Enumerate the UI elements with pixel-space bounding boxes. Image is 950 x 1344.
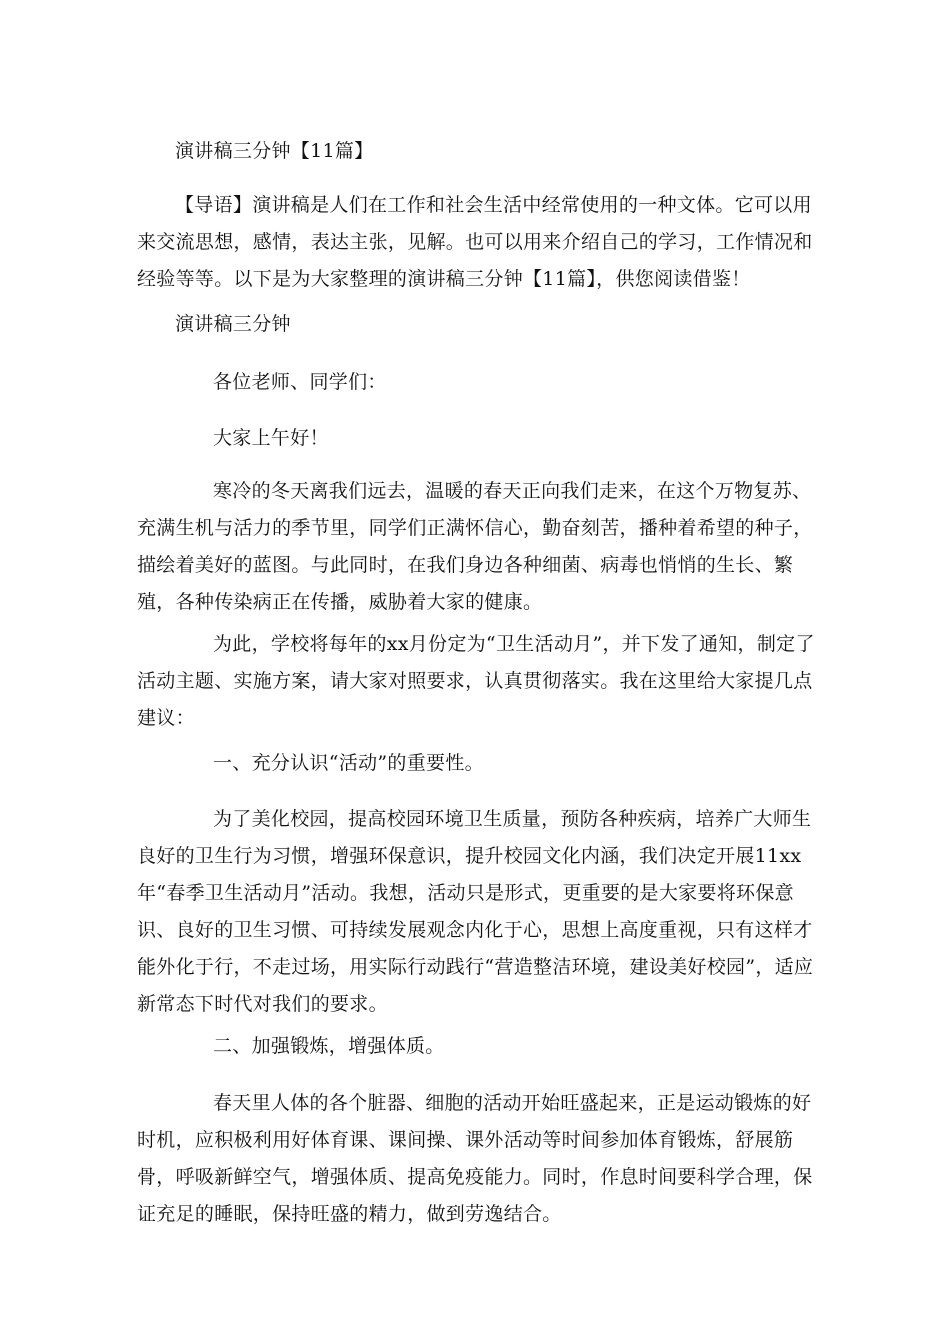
greeting-line: 大家上午好！: [213, 427, 329, 449]
intro-paragraph: 【导语】演讲稿是人们在工作和社会生活中经常使用的一种文体。它可以用来交流思想，感情，表达主张，见解。也可以用来介绍自己的学习，工作情况和经验等等。以下是为大家整理的演讲稿三分钟【11篇】，供您阅读借鉴！: [137, 194, 813, 290]
body-paragraph-4: 春天里人体的各个脏器、细胞的活动开始旺盛起来，正是运动锻炼的好时机，应积极利用好体育课、课间操、课外活动等时间参加体育锻炼，舒展筋骨，呼吸新鲜空气，增强体质、提高免疫能力。同时，作息时间要科学合理，保证充足的睡眠，保持旺盛的精力，做到劳逸结合。: [137, 1092, 813, 1225]
salutation-line: 各位老师、同学们：: [213, 371, 387, 393]
body-paragraph-1: 寒冷的冬天离我们远去，温暖的春天正向我们走来，在这个万物复苏、充满生机与活力的季节里，同学们正满怀信心，勤奋刻苦，播种着希望的种子，描绘着美好的蓝图。与此同时，在我们身边各种细菌、病毒也悄悄的生长、繁殖，各种传染病正在传播，威胁着大家的健康。: [137, 480, 813, 613]
body-paragraph-2: 为此，学校将每年的xx月份定为“卫生活动月”，并下发了通知，制定了活动主题、实施方案，请大家对照要求，认真贯彻落实。我在这里给大家提几点建议：: [137, 633, 815, 729]
section-subtitle: 演讲稿三分钟: [175, 313, 291, 335]
document-title: 演讲稿三分钟【11篇】: [175, 140, 374, 162]
point-heading-1: 一、充分认识“活动”的重要性。: [213, 752, 484, 774]
point-heading-2: 二、加强锻炼，增强体质。: [213, 1035, 445, 1057]
body-paragraph-3: 为了美化校园，提高校园环境卫生质量，预防各种疾病，培养广大师生良好的卫生行为习惯，增强环保意识，提升校园文化内涵，我们决定开展11xx年“春季卫生活动月”活动。我想，活动只是形式，更重要的是大家要将环保意识、良好的卫生习惯、可持续发展观念内化于心，思想上高度重视，只有这样才能外化于行，不走过场，用实际行动践行“营造整洁环境，建设美好校园”，适应新常态下时代对我们的要求。: [137, 808, 814, 1015]
